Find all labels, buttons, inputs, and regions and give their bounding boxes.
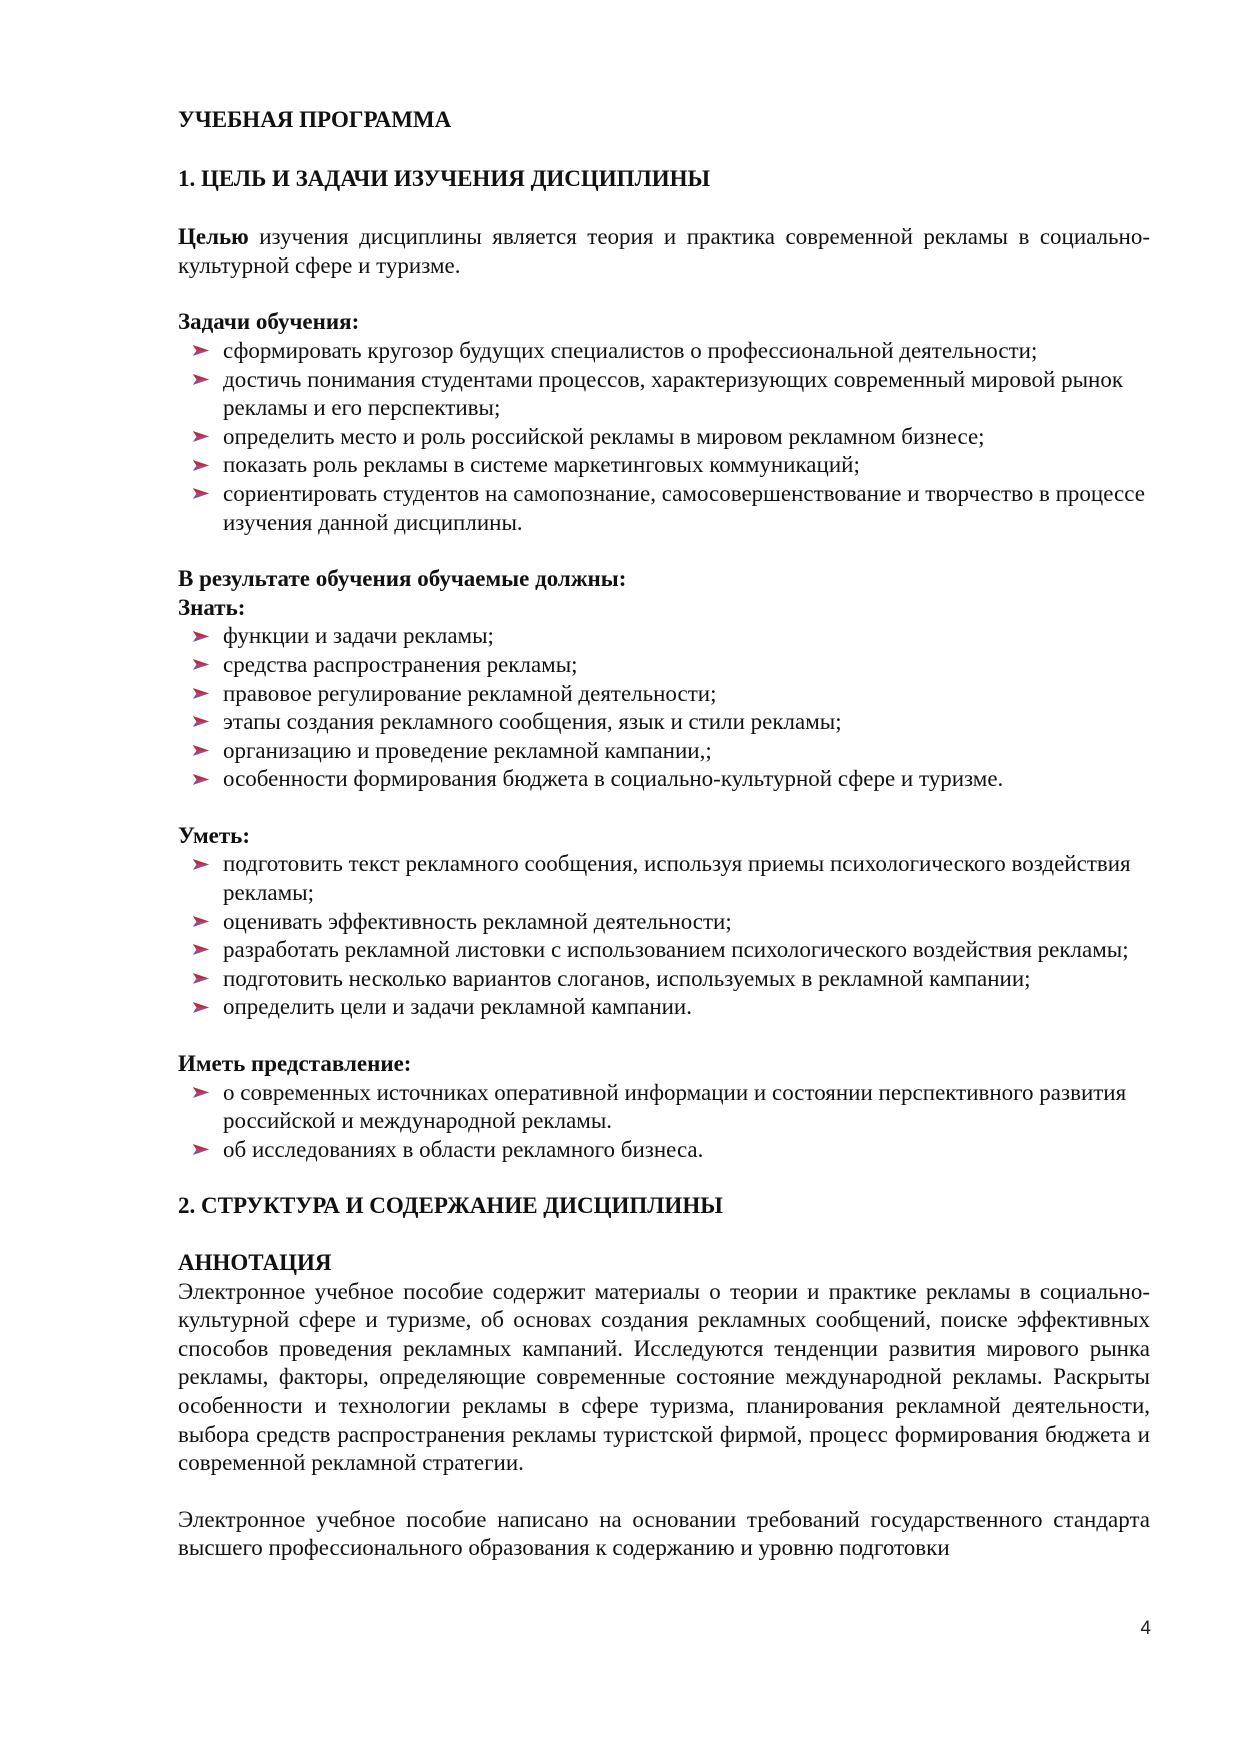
section-1-heading: 1. ЦЕЛЬ И ЗАДАЧИ ИЗУЧЕНИЯ ДИСЦИПЛИНЫ xyxy=(178,165,711,191)
list-item: показать роль рекламы в системе маркетинговых коммуникаций; xyxy=(178,451,1150,480)
list-item: подготовить несколько вариантов слоганов, используемых в рекламной кампании; xyxy=(178,965,1150,994)
list-item: сформировать кругозор будущих специалистов о профессиональной деятельности; xyxy=(178,337,1150,366)
document-title: УЧЕБНАЯ ПРОГРАММА xyxy=(178,107,452,132)
arrow-bullet-icon xyxy=(178,1143,223,1156)
list-item: оценивать эффективность рекламной деятельности; xyxy=(178,908,1150,937)
arrow-bullet-icon xyxy=(178,1086,223,1099)
list-item: сориентировать студентов на самопознание, самосовершенствование и творчество в процессе изучения данной дисциплины. xyxy=(178,480,1150,537)
arrow-bullet-icon xyxy=(178,915,223,928)
arrow-bullet-icon xyxy=(178,487,223,500)
list-item: правовое регулирование рекламной деятельности; xyxy=(178,680,1150,709)
know-list xyxy=(178,622,1150,794)
arrow-bullet-icon xyxy=(178,773,223,786)
goal-paragraph xyxy=(178,223,1150,280)
results-label: В результате обучения обучаемые должны: xyxy=(178,566,627,592)
arrow-bullet-icon xyxy=(178,1001,223,1014)
arrow-bullet-icon xyxy=(178,715,223,728)
idea-list xyxy=(178,1079,1150,1165)
arrow-bullet-icon xyxy=(178,630,223,643)
tasks-list xyxy=(178,337,1150,537)
goal-lead: Целью xyxy=(178,224,249,250)
list-item: особенности формирования бюджета в социально-культурной сфере и туризме. xyxy=(178,765,1150,794)
tasks-label: Задачи обучения: xyxy=(178,309,360,335)
arrow-bullet-icon xyxy=(178,687,223,700)
annotation-paragraph: Электронное учебное пособие содержит материалы о теории и практике рекламы в социально-культурной сфере и туризме, об основах создания рекламных сообщений, поиске эффективных способов проведения рекламных кампаний. Исследуются тенденции развития мирового рынка рекламы, факторы, определяющие современные состояние международной рекламы. Раскрыты особенности и технологии рекламы в сфере туризма, планирования рекламной деятельности, выбора средств распространения рекламы туристской фирмой, процесс формирования бюджета и современной рекламной стратегии. xyxy=(178,1278,1150,1476)
list-item: средства распространения рекламы; xyxy=(178,651,1150,680)
arrow-bullet-icon xyxy=(178,459,223,472)
arrow-bullet-icon xyxy=(178,344,223,357)
document-page xyxy=(178,106,1150,1563)
page-number: 4 xyxy=(1140,1618,1151,1639)
arrow-bullet-icon xyxy=(178,430,223,443)
list-item: функции и задачи рекламы; xyxy=(178,622,1150,651)
arrow-bullet-icon xyxy=(178,744,223,757)
list-item: разработать рекламной листовки с использованием психологического воздействия рекламы; xyxy=(178,936,1150,965)
arrow-bullet-icon xyxy=(178,972,223,985)
list-item: достичь понимания студентами процессов, характеризующих современный мировой рынок рекламы и его перспективы; xyxy=(178,366,1150,423)
can-label: Уметь: xyxy=(178,822,250,848)
list-item: об исследованиях в области рекламного бизнеса. xyxy=(178,1136,1150,1165)
annotation-label: АННОТАЦИЯ xyxy=(178,1250,332,1275)
idea-label: Иметь представление: xyxy=(178,1051,412,1077)
final-paragraph: Электронное учебное пособие написано на основании требований государственного стандарта высшего профессионального образования к содержанию и уровню подготовки xyxy=(178,1506,1150,1561)
list-item: подготовить текст рекламного сообщения, используя приемы психологического воздействия рекламы; xyxy=(178,850,1150,907)
can-list xyxy=(178,850,1150,1022)
list-item: определить место и роль российской рекламы в мировом рекламном бизнесе; xyxy=(178,423,1150,452)
goal-text: изучения дисциплины является теория и практика современной рекламы в социально-культурной сфере и туризме. xyxy=(178,224,1150,278)
arrow-bullet-icon xyxy=(178,658,223,671)
arrow-bullet-icon xyxy=(178,943,223,956)
list-item: этапы создания рекламного сообщения, язык и стили рекламы; xyxy=(178,708,1150,737)
arrow-bullet-icon xyxy=(178,858,223,871)
section-2-heading: 2. СТРУКТУРА И СОДЕРЖАНИЕ ДИСЦИПЛИНЫ xyxy=(178,1193,723,1219)
list-item: организацию и проведение рекламной кампании,; xyxy=(178,737,1150,766)
list-item: определить цели и задачи рекламной кампании. xyxy=(178,993,1150,1022)
know-label: Знать: xyxy=(178,594,246,620)
arrow-bullet-icon xyxy=(178,373,223,386)
list-item: о современных источниках оперативной информации и состоянии перспективного развития российской и международной рекламы. xyxy=(178,1079,1150,1136)
